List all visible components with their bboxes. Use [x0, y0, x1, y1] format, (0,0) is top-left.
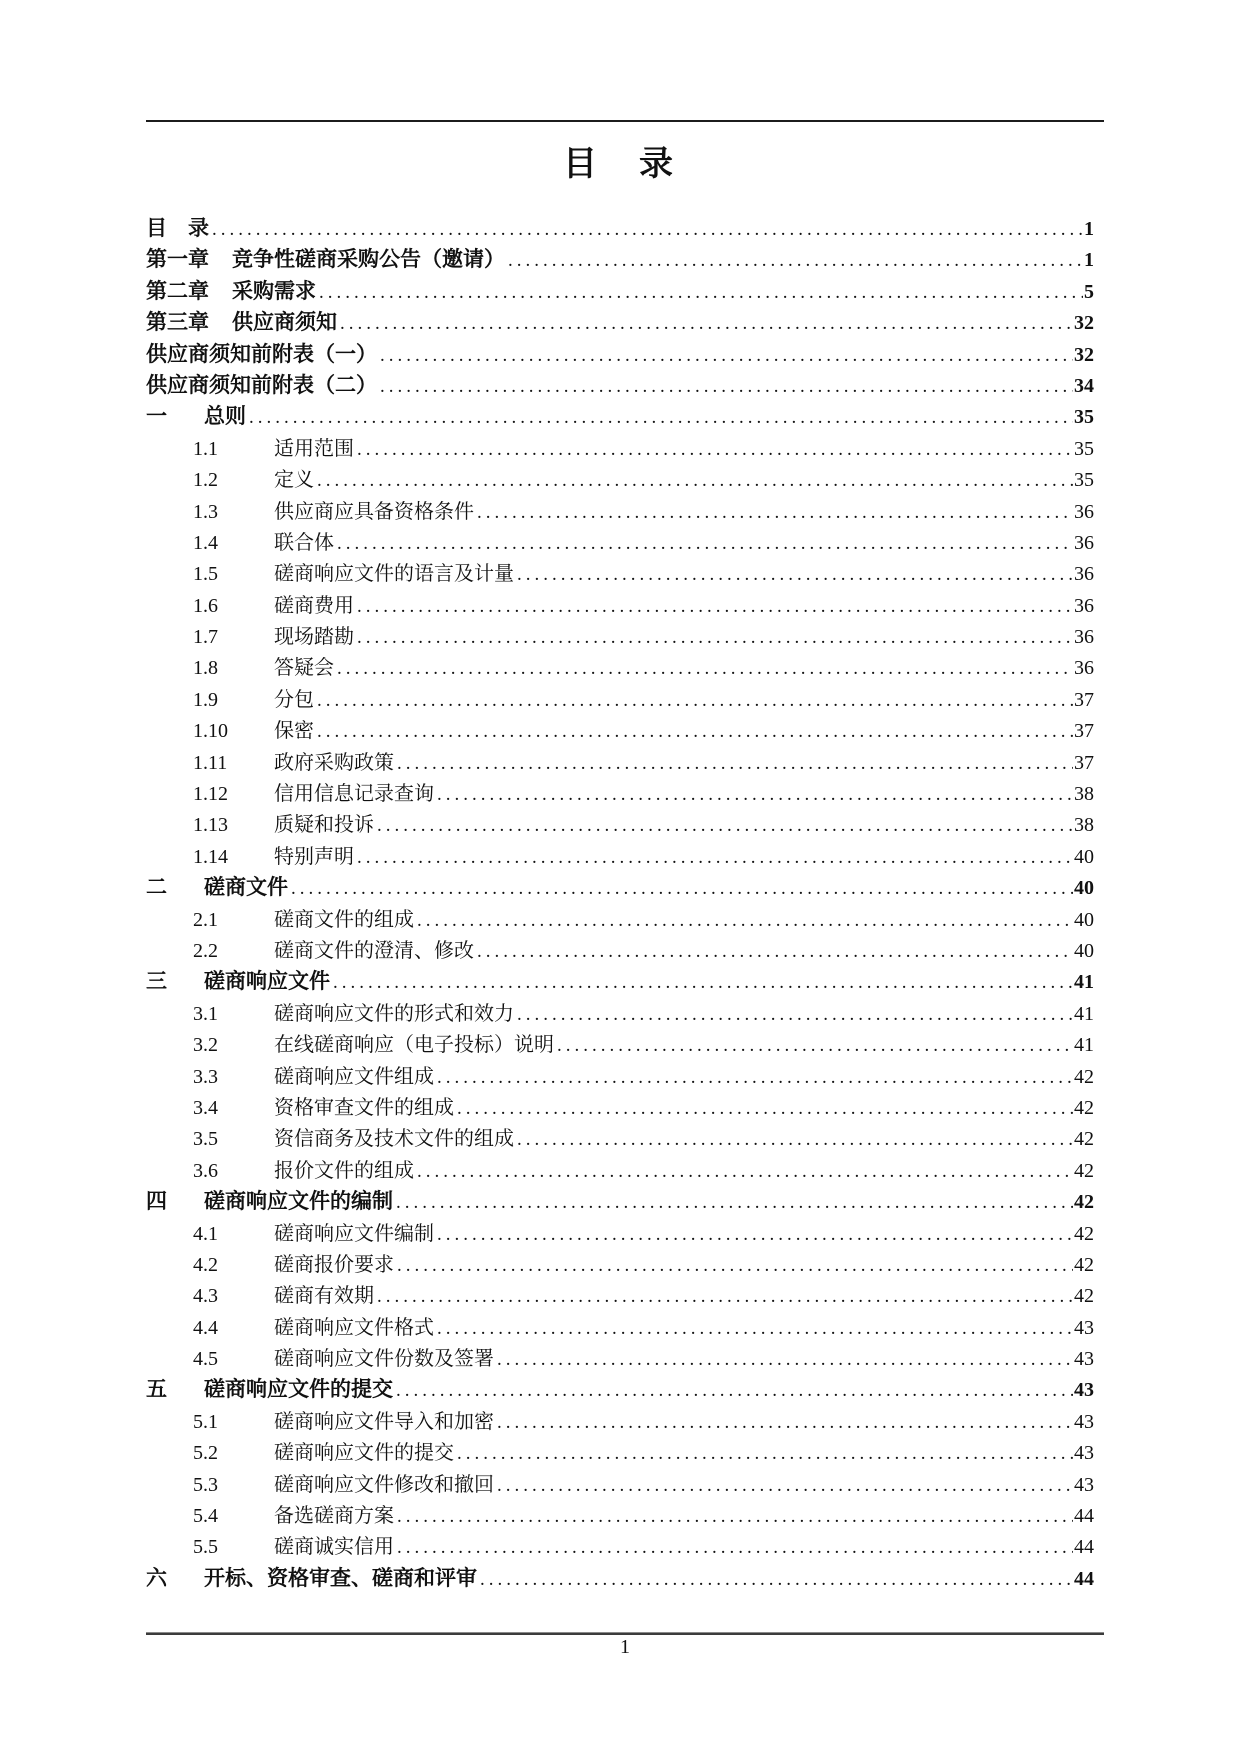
- toc-entry-page: 36: [1074, 531, 1094, 554]
- toc-entry: [146, 777, 1094, 808]
- toc-entry-title: 磋商诚实信用: [274, 1536, 394, 1559]
- toc-entry: [146, 557, 1094, 588]
- toc-entry-number: 1.2: [193, 469, 218, 492]
- toc-entry-title: 磋商响应文件: [204, 969, 330, 994]
- toc-entry-number: 4.4: [193, 1316, 218, 1339]
- toc-entry: [146, 651, 1094, 682]
- toc-entry-title: 开标、资格审查、磋商和评审: [204, 1565, 477, 1590]
- toc-entry: [146, 1468, 1094, 1499]
- toc-entry-page: 41: [1074, 1034, 1094, 1057]
- toc-dot-leader: [340, 313, 1073, 335]
- toc-entry-page: 36: [1074, 563, 1094, 586]
- toc-entry: [146, 620, 1094, 651]
- toc-entry: [146, 1373, 1094, 1404]
- toc-entry-title: 磋商文件的澄清、修改: [274, 939, 474, 962]
- toc-entry-number: 1.13: [193, 814, 228, 837]
- toc-entry-title: 信用信息记录查询: [274, 783, 434, 806]
- toc-dot-leader: [477, 941, 1073, 963]
- toc-entry: [146, 934, 1094, 965]
- toc-entry-title: 政府采购政策: [274, 751, 394, 774]
- toc-entry: [146, 1122, 1094, 1153]
- toc-entry: [146, 589, 1094, 620]
- toc-entry: [146, 1217, 1094, 1248]
- toc-dot-leader: [317, 690, 1073, 712]
- toc-entry-title: 分包: [274, 688, 314, 711]
- toc-entry-title: 供应商须知前附表（二）: [146, 372, 377, 397]
- toc-entry-page: 32: [1074, 343, 1094, 366]
- toc-dot-leader: [480, 1569, 1073, 1591]
- toc-entry-number: 3.6: [193, 1159, 218, 1182]
- toc-entry: [146, 1311, 1094, 1342]
- toc-entry: [146, 871, 1094, 902]
- page-title: 目 录: [563, 146, 677, 183]
- toc-entry-number: 4.5: [193, 1348, 218, 1371]
- toc-entry-number: 3.3: [193, 1065, 218, 1088]
- toc-entry: [146, 306, 1094, 337]
- toc-entry-title: 磋商报价要求: [274, 1253, 394, 1276]
- footer-page-number: 1: [620, 1636, 630, 1658]
- toc-entry-title: 资格审查文件的组成: [274, 1096, 454, 1119]
- toc-dot-leader: [457, 1098, 1073, 1120]
- toc-dot-leader: [397, 1255, 1073, 1277]
- toc-entry-page: 35: [1074, 437, 1094, 460]
- toc-entry-title: 质疑和投诉: [274, 814, 374, 837]
- toc-entry: [146, 1562, 1094, 1593]
- toc-entry: [146, 1279, 1094, 1310]
- toc-entry: [146, 400, 1094, 431]
- toc-entry: [146, 1436, 1094, 1467]
- toc-entry-number: 3.5: [193, 1128, 218, 1151]
- toc-entry-number: 2.1: [193, 908, 218, 931]
- toc-entry-title: 磋商有效期: [274, 1285, 374, 1308]
- toc-entry-page: 42: [1074, 1128, 1094, 1151]
- toc-entry-number: 5.3: [193, 1473, 218, 1496]
- toc-entry-title: 保密: [274, 720, 314, 743]
- toc-entry: [146, 1154, 1094, 1185]
- toc-dot-leader: [396, 1192, 1073, 1214]
- toc-entry: [146, 1499, 1094, 1530]
- toc-entry-page: 35: [1074, 469, 1094, 492]
- toc-entry-title: 磋商响应文件的形式和效力: [274, 1002, 514, 1025]
- toc-dot-leader: [377, 815, 1073, 837]
- toc-entry: [146, 746, 1094, 777]
- toc-entry-page: 43: [1074, 1316, 1094, 1339]
- toc-entry-title: 联合体: [274, 531, 334, 554]
- toc-dot-leader: [517, 1004, 1073, 1026]
- toc-entry-page: 36: [1074, 657, 1094, 680]
- toc-entry-title: 定义: [274, 469, 314, 492]
- toc-entry: [146, 903, 1094, 934]
- toc-entry-title: 磋商响应文件组成: [274, 1065, 434, 1088]
- toc-entry-page: 37: [1074, 751, 1094, 774]
- header-rule: [146, 120, 1104, 122]
- toc-entry-title: 磋商文件: [204, 875, 288, 900]
- toc-entry: [146, 683, 1094, 714]
- toc-entry-page: 40: [1074, 908, 1094, 931]
- toc-dot-leader: [291, 878, 1073, 900]
- toc-entry-number: 1.14: [193, 845, 228, 868]
- toc-entry: [146, 526, 1094, 557]
- toc-entry: [146, 840, 1094, 871]
- toc-dot-leader: [396, 1380, 1073, 1402]
- toc-entry-number: 四: [146, 1189, 167, 1214]
- toc-entry-title: 适用范围: [274, 437, 354, 460]
- toc-entry-title: 供应商须知前附表（一）: [146, 341, 377, 366]
- toc-entry-page: 43: [1074, 1379, 1094, 1402]
- toc-entry-page: 36: [1074, 626, 1094, 649]
- toc-entry-page: 44: [1074, 1536, 1094, 1559]
- toc-entry-title: 磋商响应文件导入和加密: [274, 1410, 494, 1433]
- toc-entry: [146, 463, 1094, 494]
- toc-entry: [146, 1028, 1094, 1059]
- toc-entry-number: 4.3: [193, 1285, 218, 1308]
- toc-dot-leader: [497, 1412, 1073, 1434]
- toc-entry-number: 5.5: [193, 1536, 218, 1559]
- toc-dot-leader: [437, 784, 1073, 806]
- toc-entry-page: 43: [1074, 1442, 1094, 1465]
- toc-entry: [146, 338, 1094, 369]
- toc-entry-title: 磋商文件的组成: [274, 908, 414, 931]
- toc-dot-leader: [477, 502, 1073, 524]
- toc-entry-number: 1.7: [193, 626, 218, 649]
- toc-entry-page: 35: [1074, 406, 1094, 429]
- toc-entry-page: 42: [1074, 1285, 1094, 1308]
- toc-entry-title: 磋商响应文件编制: [274, 1222, 434, 1245]
- toc-dot-leader: [357, 627, 1073, 649]
- toc-dot-leader: [417, 910, 1073, 932]
- toc-entry: [146, 495, 1094, 526]
- toc-entry-title: 报价文件的组成: [274, 1159, 414, 1182]
- toc-entry-number: 1.11: [193, 751, 228, 774]
- toc-entry-title: 现场踏勘: [274, 626, 354, 649]
- toc-entry-number: 1.4: [193, 531, 218, 554]
- toc-entry-number: 五: [146, 1377, 167, 1402]
- toc-entry: [146, 275, 1094, 306]
- toc-dot-leader: [357, 596, 1073, 618]
- toc-entry-page: 42: [1074, 1096, 1094, 1119]
- toc-entry-number: 三: [146, 969, 167, 994]
- toc-dot-leader: [212, 219, 1083, 241]
- toc-dot-leader: [249, 407, 1073, 429]
- toc-dot-leader: [497, 1349, 1073, 1371]
- toc-dot-leader: [517, 1129, 1073, 1151]
- toc-entry-page: 43: [1074, 1348, 1094, 1371]
- toc-entry-title: 磋商响应文件的语言及计量: [274, 563, 514, 586]
- toc-entry-page: 40: [1074, 845, 1094, 868]
- toc-entry-page: 40: [1074, 877, 1094, 900]
- toc-entry-number: 5.2: [193, 1442, 218, 1465]
- toc-entry-page: 1: [1084, 218, 1094, 240]
- toc-entry-number: 第三章: [146, 310, 209, 335]
- toc-dot-leader: [380, 345, 1073, 367]
- toc-entry-title: 磋商响应文件的提交: [274, 1442, 454, 1465]
- toc-dot-leader: [517, 564, 1073, 586]
- toc-entry-number: 二: [146, 875, 167, 900]
- toc-dot-leader: [337, 533, 1073, 555]
- toc-dot-leader: [457, 1443, 1073, 1465]
- toc-dot-leader: [397, 1506, 1073, 1528]
- toc-entry: [146, 432, 1094, 463]
- toc-entry-number: 1.5: [193, 563, 218, 586]
- toc-entry-page: 38: [1074, 783, 1094, 806]
- toc-dot-leader: [437, 1067, 1073, 1089]
- toc-dot-leader: [437, 1224, 1073, 1246]
- toc-entry: [146, 1342, 1094, 1373]
- toc-entry: [146, 369, 1094, 400]
- toc-entry-title: 资信商务及技术文件的组成: [274, 1128, 514, 1151]
- toc-entry: [146, 1091, 1094, 1122]
- toc-entry-title: 特别声明: [274, 845, 354, 868]
- toc-entry-title: 磋商费用: [274, 594, 354, 617]
- toc-entry-title: 磋商响应文件修改和撤回: [274, 1473, 494, 1496]
- toc-entry-title: 磋商响应文件份数及签署: [274, 1348, 494, 1371]
- toc-entry-title: 供应商须知: [232, 310, 337, 335]
- toc-entry-number: 1.3: [193, 500, 218, 523]
- toc-entry-page: 42: [1074, 1222, 1094, 1245]
- toc-entry-number: 六: [146, 1565, 167, 1590]
- toc-entry-number: 1.8: [193, 657, 218, 680]
- toc-entry-page: 42: [1074, 1159, 1094, 1182]
- toc-entry-number: 第一章: [146, 247, 209, 272]
- toc-entry-page: 37: [1074, 720, 1094, 743]
- toc-entry-page: 34: [1074, 374, 1094, 397]
- toc-entry-number: 1.9: [193, 688, 218, 711]
- toc-entry-title: 答疑会: [274, 657, 334, 680]
- toc-dot-leader: [357, 847, 1073, 869]
- toc-entry: [146, 965, 1094, 996]
- toc-entry-number: 1.6: [193, 594, 218, 617]
- toc-entry-page: 43: [1074, 1410, 1094, 1433]
- toc-entry-page: 42: [1074, 1065, 1094, 1088]
- toc-entry-page: 32: [1074, 312, 1094, 335]
- toc-entry-number: 1.10: [193, 720, 228, 743]
- toc-entry-page: 38: [1074, 814, 1094, 837]
- toc-entry-title: 总则: [204, 404, 246, 429]
- toc-dot-leader: [357, 439, 1073, 461]
- toc-entry-title: 竞争性磋商采购公告（邀请）: [232, 247, 505, 272]
- toc-entry-number: 1.1: [193, 437, 218, 460]
- toc-entry: [146, 997, 1094, 1028]
- toc-entry-number: 5.1: [193, 1410, 218, 1433]
- toc-dot-leader: [497, 1475, 1073, 1497]
- toc-entry-number: 1.12: [193, 783, 228, 806]
- toc-entry-number: 一: [146, 404, 167, 429]
- toc-entry-page: 44: [1074, 1567, 1094, 1590]
- toc-entry-page: 36: [1074, 594, 1094, 617]
- toc-entry: [146, 1405, 1094, 1436]
- toc-dot-leader: [319, 282, 1083, 304]
- toc-dot-leader: [377, 1286, 1073, 1308]
- toc-entry-title: 供应商应具备资格条件: [274, 500, 474, 523]
- toc-dot-leader: [317, 721, 1073, 743]
- toc-entry: [146, 212, 1094, 243]
- toc-entry: [146, 1185, 1094, 1216]
- toc-entry-title: 采购需求: [232, 278, 316, 303]
- toc-entry-title: 磋商响应文件的提交: [204, 1377, 393, 1402]
- toc-entry-page: 44: [1074, 1505, 1094, 1528]
- toc-entry-number: 4.2: [193, 1253, 218, 1276]
- toc-entry-number: 5.4: [193, 1505, 218, 1528]
- toc-dot-leader: [557, 1035, 1073, 1057]
- toc-entry-title: 磋商响应文件格式: [274, 1316, 434, 1339]
- toc-entry: [146, 243, 1094, 274]
- toc-entry-number: 3.1: [193, 1002, 218, 1025]
- toc-entry-title: 目 录: [146, 216, 209, 240]
- toc-entry-page: 41: [1074, 971, 1094, 994]
- toc-entry-page: 37: [1074, 688, 1094, 711]
- toc-entry-number: 3.4: [193, 1096, 218, 1119]
- toc-entry-page: 42: [1074, 1191, 1094, 1214]
- toc-entry: [146, 808, 1094, 839]
- toc-entry-page: 40: [1074, 939, 1094, 962]
- toc-entry-page: 43: [1074, 1473, 1094, 1496]
- toc-entry: [146, 1060, 1094, 1091]
- toc-entry-number: 4.1: [193, 1222, 218, 1245]
- toc-dot-leader: [397, 1537, 1073, 1559]
- toc-entry-number: 3.2: [193, 1034, 218, 1057]
- toc-entry-page: 5: [1084, 280, 1094, 303]
- toc-entry: [146, 1248, 1094, 1279]
- toc-dot-leader: [397, 753, 1073, 775]
- toc-entry-title: 磋商响应文件的编制: [204, 1189, 393, 1214]
- toc-dot-leader: [317, 470, 1073, 492]
- toc-dot-leader: [380, 376, 1073, 398]
- toc-entry-title: 在线磋商响应（电子投标）说明: [274, 1034, 554, 1057]
- toc-entry-number: 第二章: [146, 278, 209, 303]
- toc-entry: [146, 714, 1094, 745]
- toc-dot-leader: [508, 250, 1083, 272]
- toc-entry-number: 2.2: [193, 939, 218, 962]
- toc-entry: [146, 1530, 1094, 1561]
- toc-dot-leader: [333, 972, 1073, 994]
- toc-entry-page: 1: [1084, 249, 1094, 272]
- footer-rule: [146, 1632, 1104, 1635]
- toc-entry-page: 42: [1074, 1253, 1094, 1276]
- toc-entry-page: 36: [1074, 500, 1094, 523]
- toc-dot-leader: [437, 1318, 1073, 1340]
- toc-dot-leader: [337, 658, 1073, 680]
- toc-dot-leader: [417, 1161, 1073, 1183]
- table-of-contents: [146, 212, 1104, 1593]
- toc-entry-page: 41: [1074, 1002, 1094, 1025]
- toc-entry-title: 备选磋商方案: [274, 1505, 394, 1528]
